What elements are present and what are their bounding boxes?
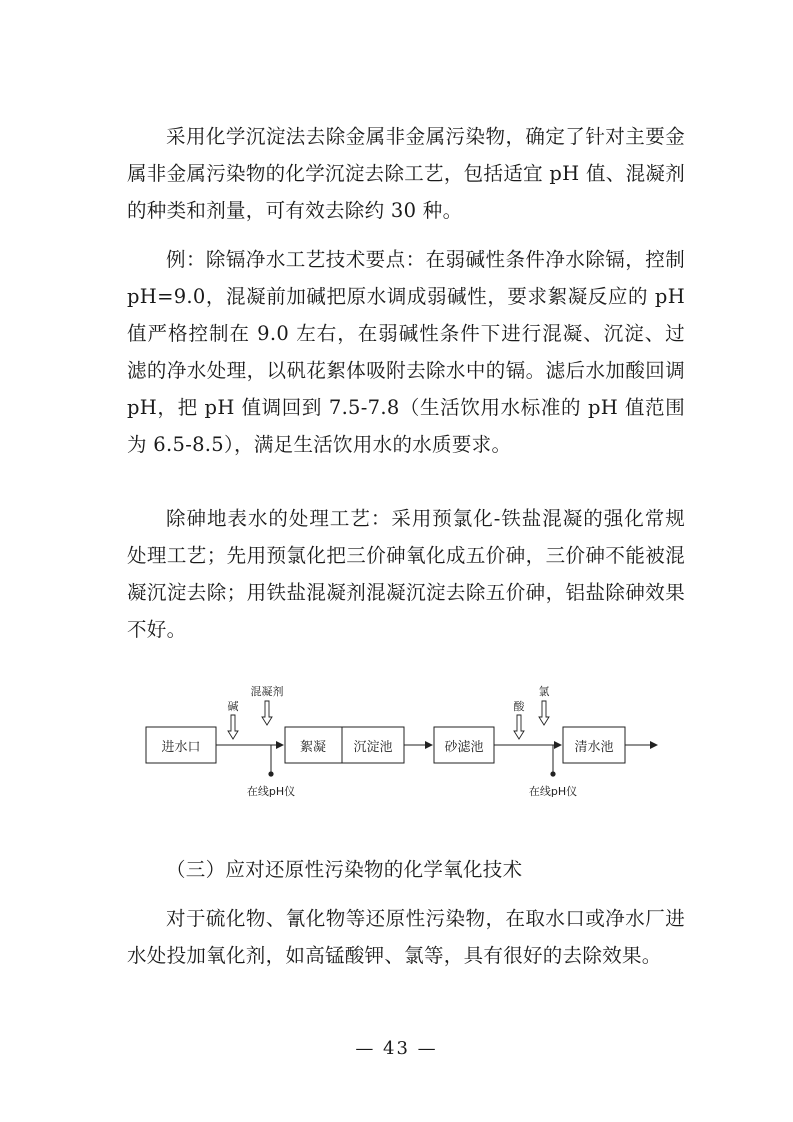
flocculation-label: 絮凝: [299, 740, 327, 755]
acid-label: 酸: [513, 700, 525, 713]
process-flow-svg: [145, 683, 665, 813]
page-number: — 43 —: [355, 1038, 438, 1059]
paragraph-cadmium-removal: 例：除镉净水工艺技术要点：在弱碱性条件净水除镉，控制 pH=9.0，混凝前加碱把原水调成弱碱性，要求絮凝反应的 pH 值严格控制在 9.0 左右，在弱碱性条件下进行混凝、沉淀、过滤的净水处理，以矾花絮体吸附去除水中的镉。滤后水加酸回调 pH，把 pH 值调回到 7.5-7.8（生活饮用水标准的 pH 值范围为 6.5-8.5），满足生活饮用水的水质要求。: [127, 248, 685, 456]
chlorine-label: 氯: [538, 685, 550, 698]
sand-filter-label: 砂滤池: [444, 740, 484, 755]
coagulant-label: 混凝剂: [250, 685, 284, 698]
section-heading: （三）应对还原性污染物的化学氧化技术: [166, 858, 523, 881]
paragraph-chemical-precipitation: 采用化学沉淀法去除金属非金属污染物，确定了针对主要金属非金属污染物的化学沉淀去除工艺，包括适宜 pH 值、混凝剂的种类和剂量，可有效去除约 30 种。: [127, 125, 685, 222]
paragraph-arsenic-removal: 除砷地表水的处理工艺：采用预氯化-铁盐混凝的强化常规处理工艺；先用预氯化把三价砷氧化成五价砷，三价砷不能被混凝沉淀去除；用铁盐混凝剂混凝沉淀去除五价砷，铝盐除砷效果不好。: [127, 507, 685, 641]
alkali-label: 碱: [227, 700, 239, 713]
acid-dose-arrow: [514, 715, 524, 739]
ph-meter-2-dot: [550, 771, 555, 776]
clear-water-label: 清水池: [574, 740, 614, 755]
coagulant-dose-arrow: [262, 701, 272, 725]
process-flow-diagram: [145, 683, 665, 817]
ph-meter-2-label: 在线pH仪: [528, 785, 578, 798]
inlet-label: 进水口: [161, 740, 201, 755]
ph-meter-1-dot: [268, 771, 273, 776]
sedimentation-label: 沉淀池: [353, 740, 393, 755]
ph-meter-1-label: 在线pH仪: [246, 785, 296, 798]
alkali-dose-arrow: [228, 715, 238, 739]
paragraph-chemical-oxidation: 对于硫化物、氰化物等还原性污染物，在取水口或净水厂进水处投加氧化剂，如高锰酸钾、氯等，具有很好的去除效果。: [127, 907, 685, 967]
chlorine-dose-arrow: [539, 701, 549, 725]
